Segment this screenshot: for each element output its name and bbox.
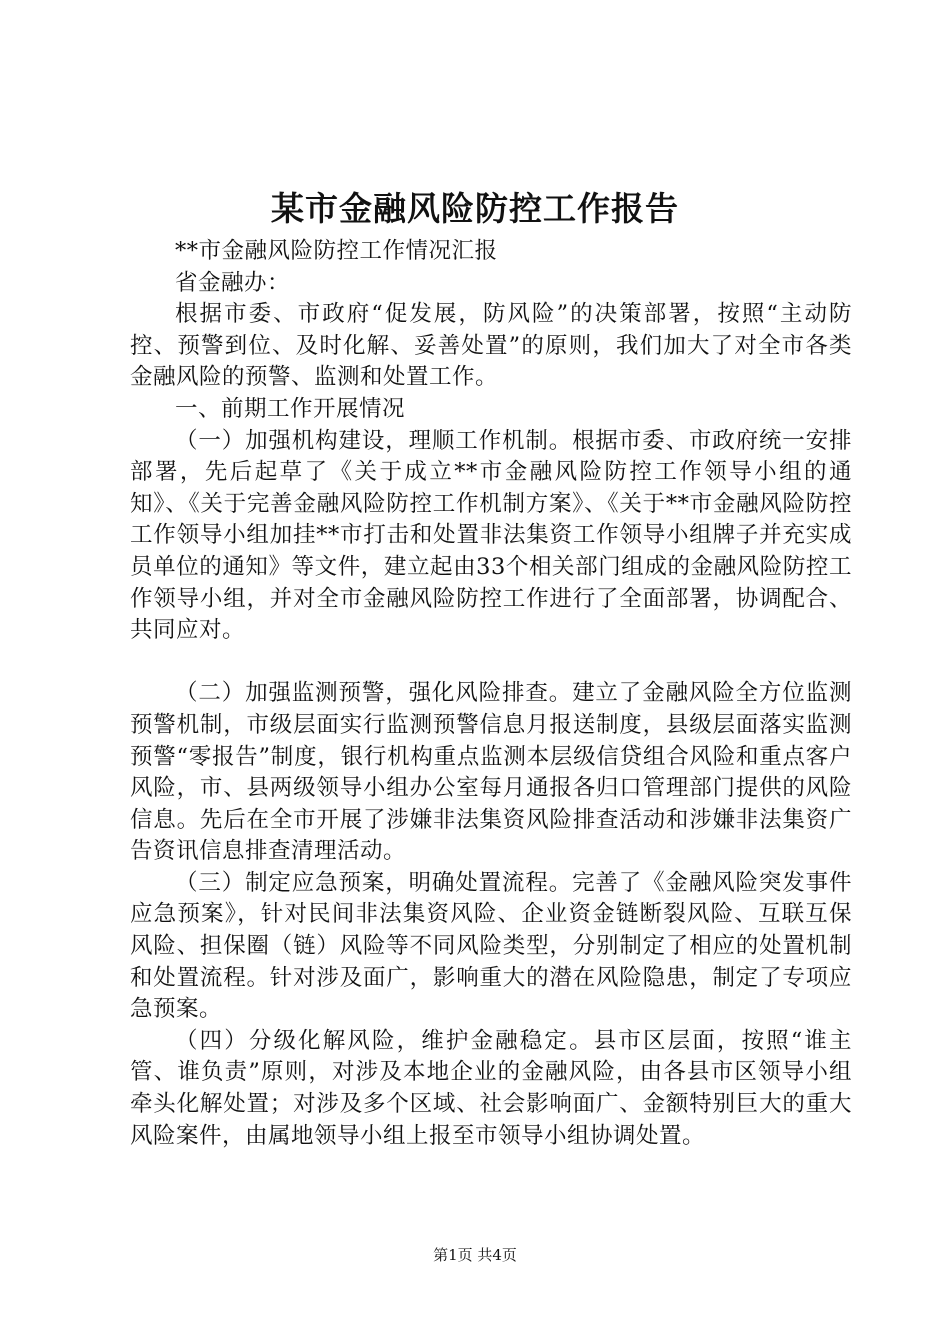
page-number-footer: 第1页 共4页 bbox=[433, 1246, 517, 1264]
paragraph-item-2: （二）加强监测预警，强化风险排查。建立了金融风险全方位监测预警机制，市级层面实行监测预警信息月报送制度，县级层面落实监测预警“零报告”制度，银行机构重点监测本层级信贷组合风险和重点客户风险，市、县两级领导小组办公室每月通报各归口管理部门提供的风险信息。先后在全市开展了涉嫌非法集资风险排查活动和涉嫌非法集资广告资讯信息排查清理活动。 bbox=[130, 680, 852, 865]
paragraph-item-1: （一）加强机构建设，理顺工作机制。根据市委、市政府统一安排部署，先后起草了《关于成立**市金融风险防控工作领导小组的通知》、《关于完善金融风险防控工作机制方案》、《关于**市金融风险防控工作领导小组加挂**市打击和处置非法集资工作领导小组牌子并充实成员单位的通知》等文件，建立起由33个相关部门组成的金融风险防控工作领导小组，并对全市金融风险防控工作进行了全面部署，协调配合、共同应对。 bbox=[130, 427, 852, 644]
intro-paragraph: 根据市委、市政府“促发展，防风险”的决策部署，按照“主动防控、预警到位、及时化解、妥善处置”的原则，我们加大了对全市各类金融风险的预警、监测和处置工作。 bbox=[130, 301, 852, 391]
document-title: 某市金融风险防控工作报告 bbox=[271, 189, 679, 228]
report-heading-line: **市金融风险防控工作情况汇报 bbox=[175, 238, 498, 264]
recipient-line: 省金融办： bbox=[175, 269, 291, 296]
section-heading-1: 一、前期工作开展情况 bbox=[175, 395, 406, 422]
paragraph-item-4: （四）分级化解风险，维护金融稳定。县市区层面，按照“谁主管、谁负责”原则，对涉及本地企业的金融风险，由各县市区领导小组牵头化解处置；对涉及多个区域、社会影响面广、金额特别巨大的重大风险案件，由属地领导小组上报至市领导小组协调处置。 bbox=[130, 1027, 852, 1149]
document-body bbox=[130, 236, 852, 1152]
paragraph-item-3: （三）制定应急预案，明确处置流程。完善了《金融风险突发事件应急预案》，针对民间非法集资风险、企业资金链断裂风险、互联互保风险、担保圈（链）风险等不同风险类型，分别制定了相应的处置机制和处置流程。针对涉及面广，影响重大的潜在风险隐患，制定了专项应急预案。 bbox=[130, 869, 852, 1023]
